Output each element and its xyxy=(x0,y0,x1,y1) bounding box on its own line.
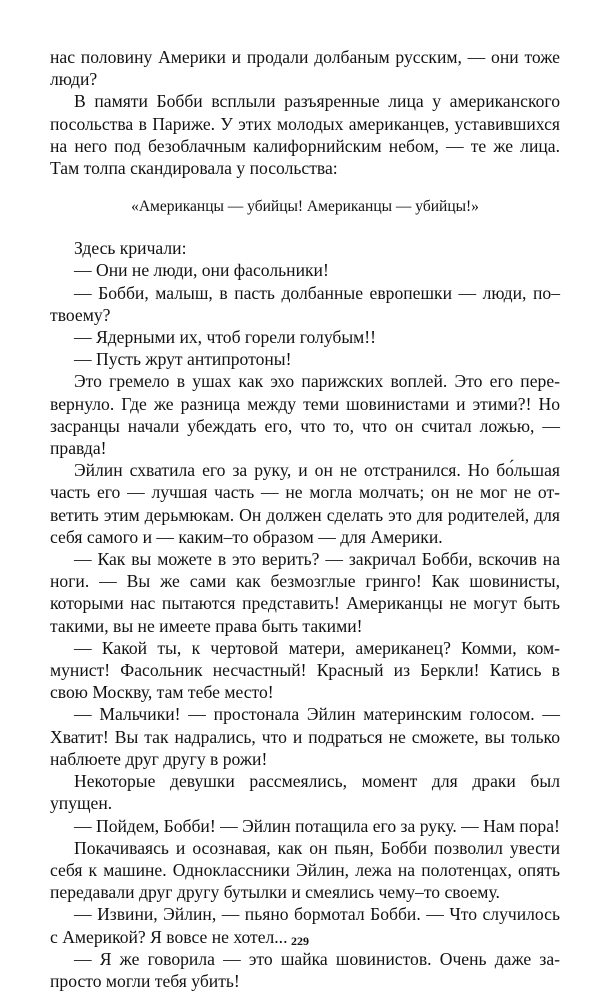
page-number: 229 xyxy=(291,934,309,948)
paragraph: нас половину Америки и продали долбаным русским, — они тоже люди? xyxy=(50,47,560,90)
paragraph: Это гремело в ушах как эхо парижских воплей. Это его перевернуло. Где же разница между теми шовинистами и этими?! Но засранцы начали убеждать его, что то, что он считал ложью, — правда! xyxy=(50,371,560,459)
paragraph: Покачиваясь и осознавая, как он пьян, Бобби позволил увести себя к машине. Одноклассники Эйлин, лежа на полотенцах, опять передавали друг другу бутылки и смеялись чему–то своему. xyxy=(50,837,560,903)
dialogue-line: — Бобби, малыш, в пасть долбанные европешки — люди, по–твоему? xyxy=(50,282,560,325)
dialogue-line: — Как вы можете в это верить? — закричал Бобби, вскочив на ноги. — Вы же сами как безмозглые гринго! Как шовинисты, которыми нас пытаются представить! Американцы не могут быть такими, вы не имеете права быть такими! xyxy=(50,549,560,636)
dialogue-line: — Пусть жрут антипротоны! xyxy=(74,349,292,370)
paragraph: Эйлин схватила его за руку, и он не отстранился. Но бо́льшая часть его — лучшая часть — не могла молчать; он не мог не ответить этим дерьмюкам. Он должен сделать это для родителей, для себя самого и — каким–то образом — для Америки. xyxy=(50,460,560,547)
dialogue-line: — Ядерными их, чтоб горели голубым!! xyxy=(74,327,377,348)
dialogue-line: — Извини, Эйлин, — пьяно бормотал Бобби. — Что случилось с Америкой? Я вовсе не хотел... xyxy=(50,904,560,947)
dialogue-line: — Какой ты, к чертовой матери, американец? Комми, коммунист! Фасольник несчастный! Красный из Беркли! Катись в свою Москву, там тебе место! xyxy=(50,637,560,703)
paragraph: Здесь кричали: xyxy=(74,238,187,259)
dialogue-line: — Мальчики! — простонала Эйлин материнским голосом. — Хватит! Вы так надрались, что и подраться не сможете, вы только наблюете друг другу в рожи! xyxy=(50,704,560,769)
embassy-chant: «Американцы — убийцы! Американцы — убийцы!» xyxy=(131,198,479,216)
text-block-top xyxy=(50,46,560,179)
dialogue-line: — Пойдем, Бобби! — Эйлин потащила его за руку. — Нам пора! xyxy=(74,815,560,836)
text-block-bottom xyxy=(50,237,560,992)
paragraph: В памяти Бобби всплыли разъяренные лица у американского посольства в Париже. У этих молодых американцев, уставившихся на него под безоблачным калифорнийским небом, — те же лица. Там толпа скандировала у посольства: xyxy=(50,91,560,179)
book-page xyxy=(50,46,560,992)
dialogue-line: — Я же говорила — это шайка шовинистов. Очень даже запросто могли тебя убить! xyxy=(50,948,560,991)
paragraph: Некоторые девушки рассмеялись, момент для драки был упущен. xyxy=(50,771,560,814)
dialogue-line: — Они не люди, они фасольники! xyxy=(74,260,329,281)
